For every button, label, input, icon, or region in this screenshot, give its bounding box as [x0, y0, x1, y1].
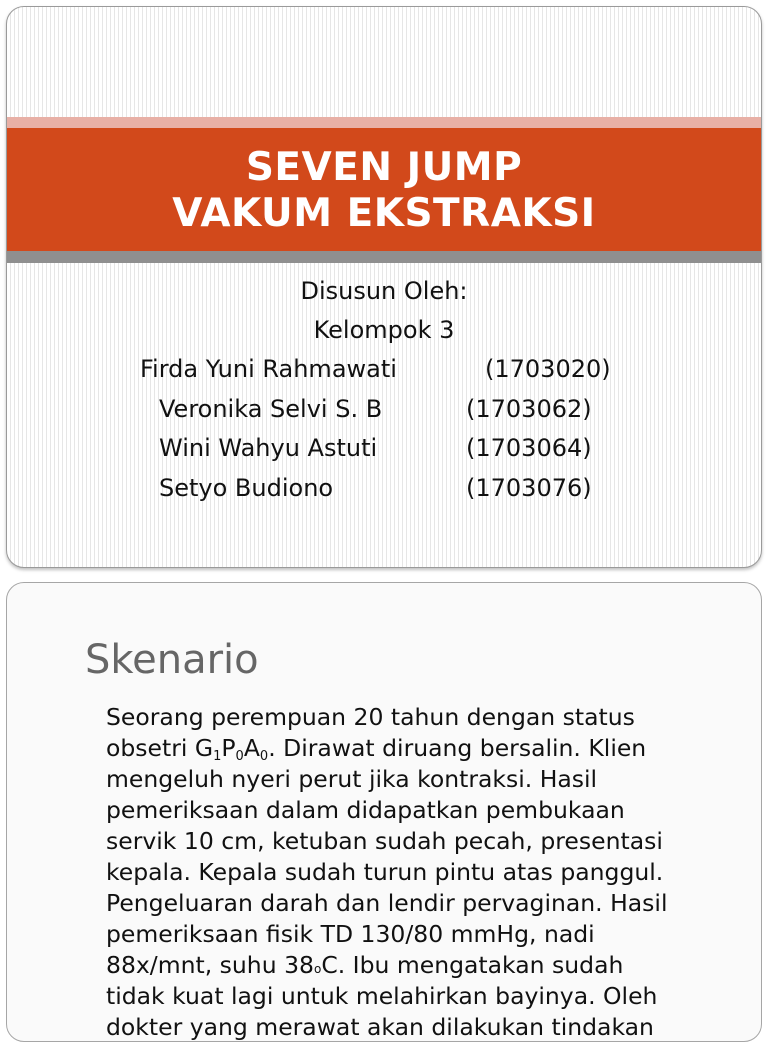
scenario-body	[106, 702, 746, 1042]
scenario-line: tidak kuat lagi untuk melahirkan bayinya. Oleh	[106, 982, 658, 1010]
scenario-title: Skenario	[85, 637, 259, 683]
member-name: Firda Yuni Rahmawati	[140, 355, 397, 383]
title-band-accent-top	[7, 117, 761, 128]
abortus-subscript: 0	[259, 749, 269, 764]
scenario-text-fragment: . Dirawat diruang bersalin. Klien	[268, 734, 647, 762]
scenario-line: dokter yang merawat akan dilakukan tindakan	[106, 1013, 654, 1041]
scenario-text-fragment: 88x/mnt, suhu 38	[106, 951, 314, 979]
member-id: (1703062)	[466, 395, 592, 423]
member-id: (1703020)	[485, 355, 611, 383]
scenario-text-fragment: obsetri G	[106, 734, 214, 762]
scenario-text-fragment: C. Ibu mengatakan sudah	[321, 951, 624, 979]
member-name: Setyo Budiono	[159, 474, 334, 502]
title-band	[7, 128, 761, 251]
slide-title-line-1: SEVEN JUMP	[245, 145, 523, 190]
para-subscript: 0	[235, 749, 244, 764]
member-id: (1703076)	[466, 474, 592, 502]
scenario-slide	[6, 582, 762, 1042]
member-row	[159, 473, 592, 568]
scenario-line: Seorang perempuan 20 tahun dengan status	[106, 703, 635, 731]
member-name: Wini Wahyu Astuti	[159, 434, 378, 462]
member-id: (1703064)	[466, 434, 592, 462]
gravida-subscript: 1	[213, 749, 222, 764]
slide-title-line-2: VAKUM EKSTRAKSI	[172, 191, 596, 236]
scenario-line: pemeriksaan fisik TD 130/80 mmHg, nadi	[106, 920, 595, 948]
scenario-line: pemeriksaan dalam didapatkan pembukaan	[106, 796, 625, 824]
para-letter: P	[221, 734, 236, 762]
compiled-by-label: Disusun Oleh:	[300, 277, 468, 305]
degree-mark: o	[313, 962, 322, 976]
abortus-letter: A	[243, 734, 260, 762]
scenario-line	[106, 733, 746, 764]
member-name: Veronika Selvi S. B	[159, 395, 383, 423]
scenario-line: kepala. Kepala sudah turun pintu atas panggul.	[106, 858, 664, 886]
scenario-line: servik 10 cm, ketuban sudah pecah, presentasi	[106, 827, 663, 855]
title-slide	[6, 6, 762, 568]
scenario-line: Pengeluaran darah dan lendir pervaginan. Hasil	[106, 889, 668, 917]
group-label: Kelompok 3	[313, 316, 455, 344]
title-band-accent-bottom	[7, 251, 761, 263]
scenario-line	[106, 950, 746, 981]
scenario-line: mengeluh nyeri perut jika kontraksi. Hasil	[106, 765, 598, 793]
